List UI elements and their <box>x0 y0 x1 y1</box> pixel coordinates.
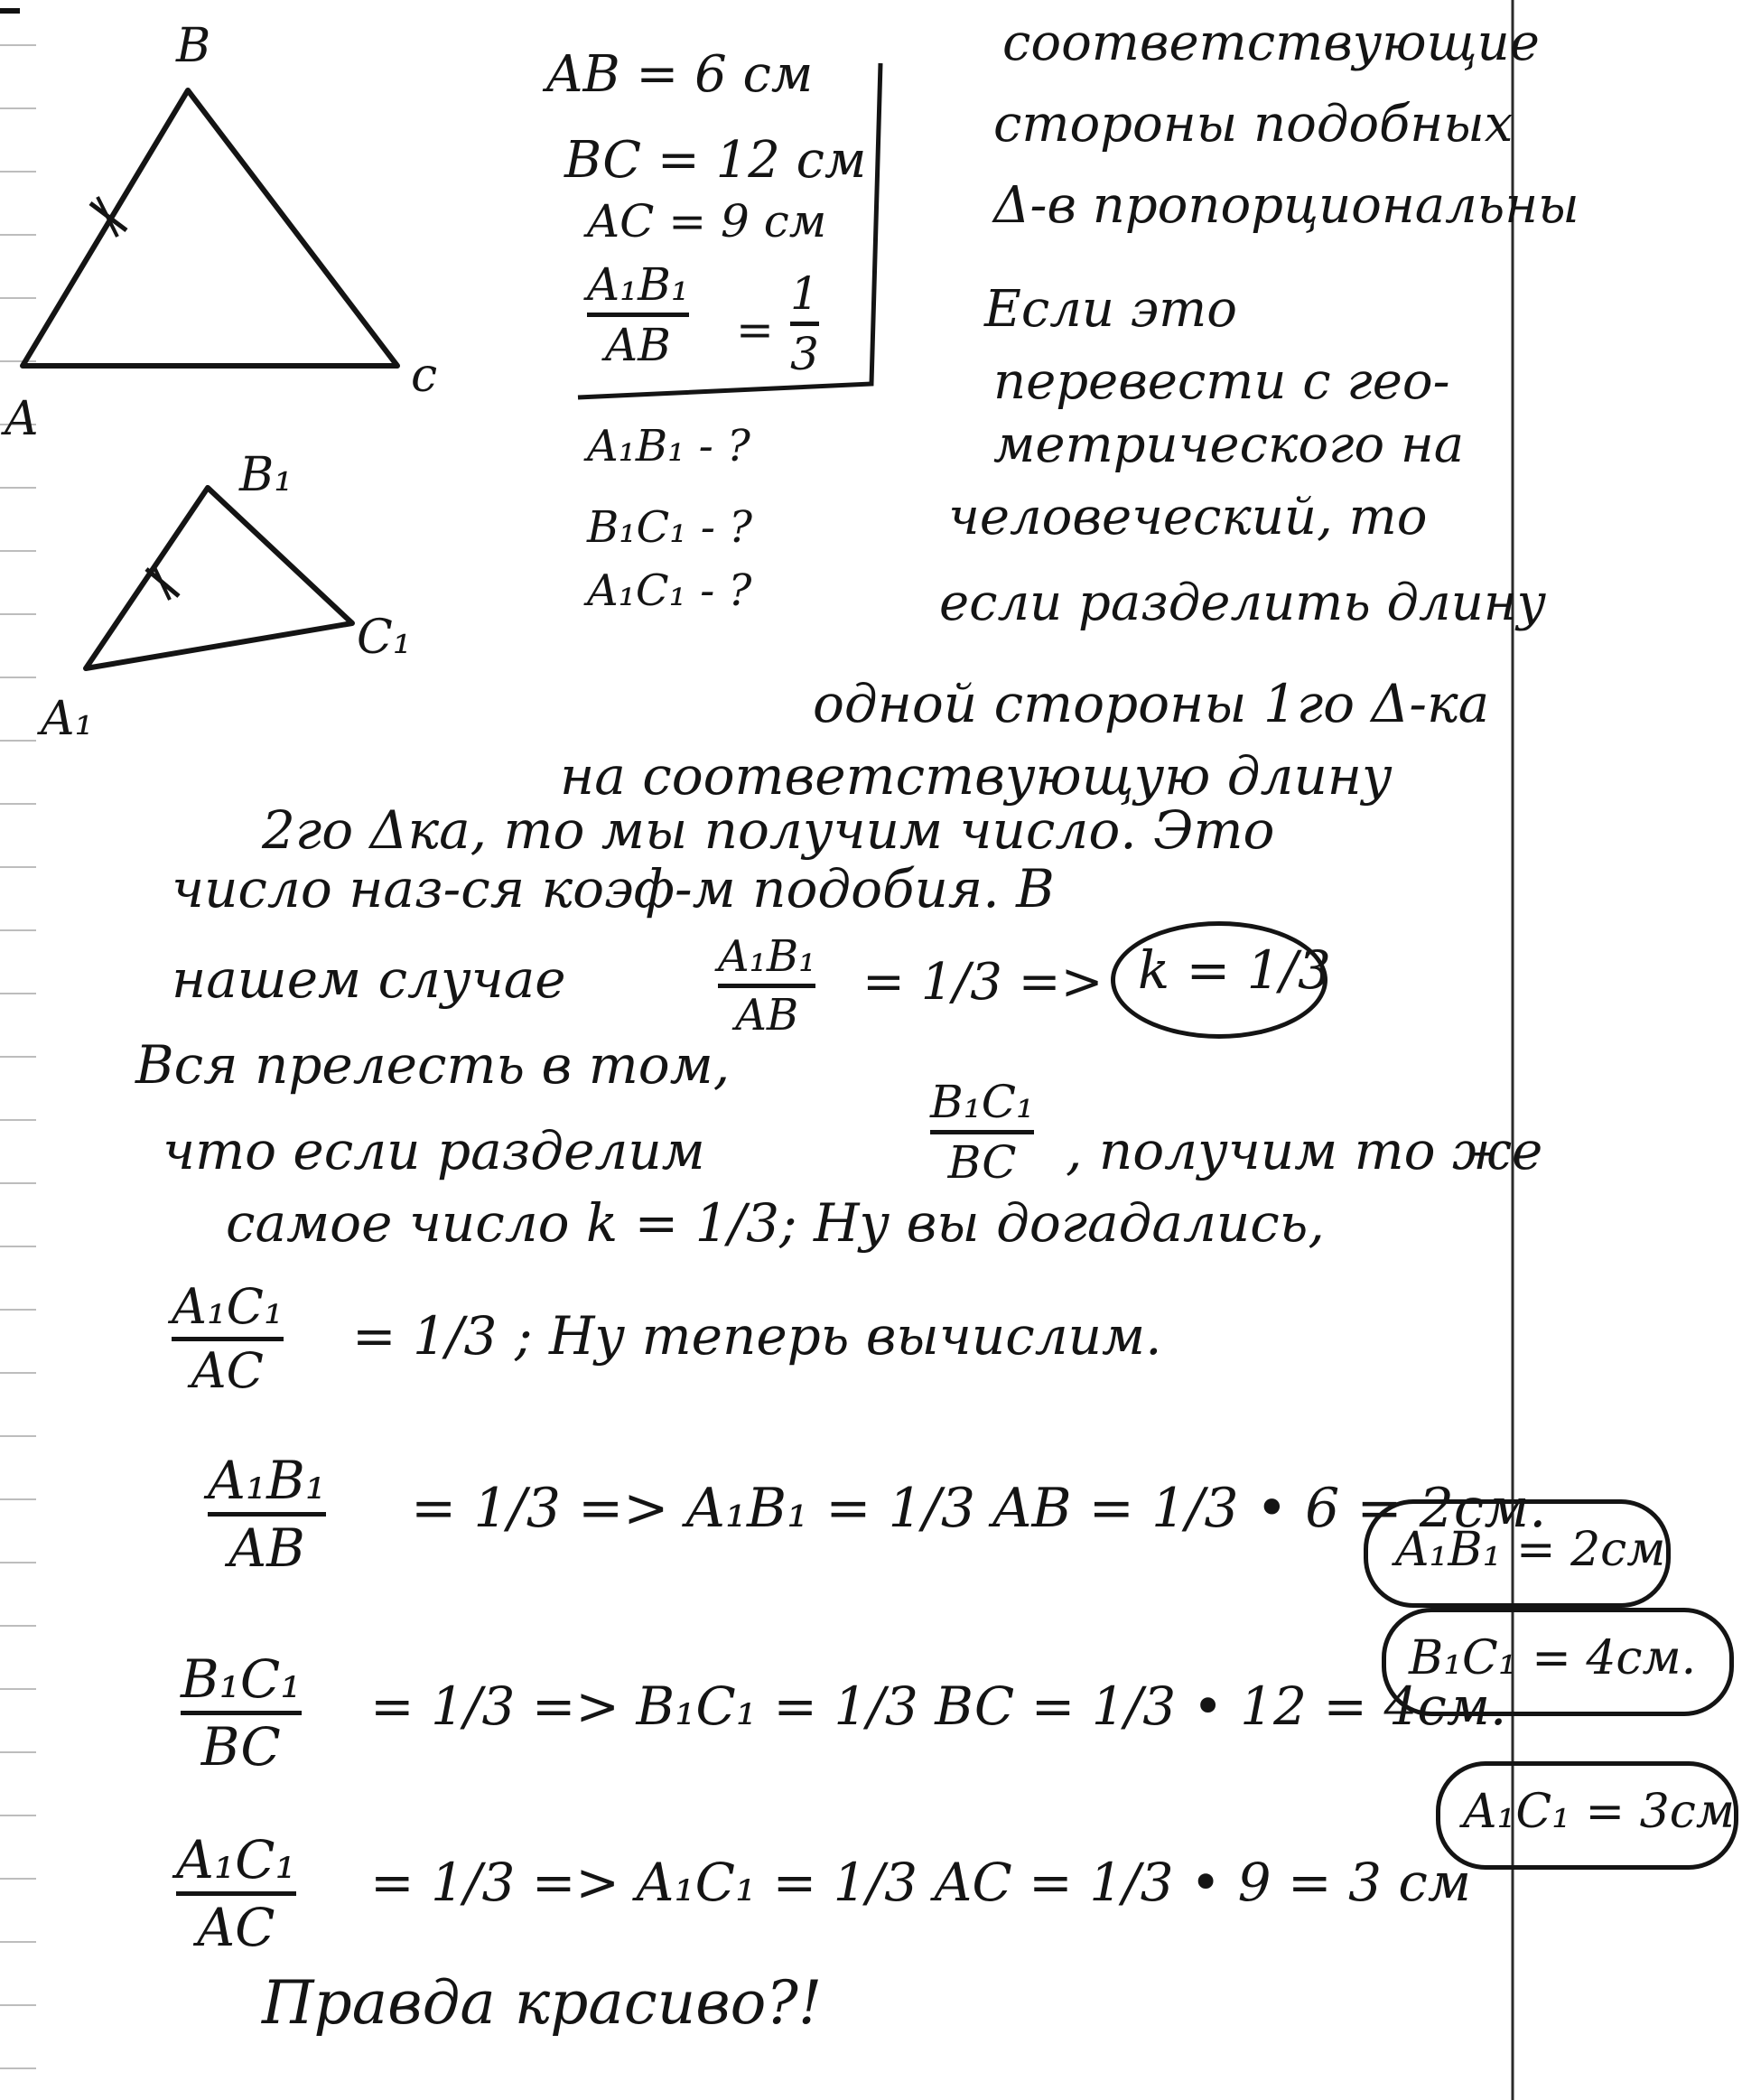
calc-3: = 1/3 => A₁C₁ = 1/3 AC = 1/3 • 9 = 3 см <box>370 1852 1471 1913</box>
given-ratio <box>587 258 689 371</box>
calc-3-fraction: A₁C₁ AC <box>176 1829 296 1958</box>
text-line-3: 2го Δка, то мы получим число. Это <box>262 799 1275 861</box>
answer-2: B₁C₁ = 4см. <box>1409 1631 1697 1685</box>
ac-fraction: A₁C₁ AC <box>172 1278 284 1399</box>
label-b: B <box>176 19 211 73</box>
triangle-a1b1c1 <box>86 488 352 668</box>
label-c1: C₁ <box>357 611 412 665</box>
text-line-1: одной стороны 1го Δ-ка <box>813 673 1490 734</box>
closing-text: Правда красиво?! <box>262 1968 823 2038</box>
given-ratio-value: 1 3 <box>790 267 819 380</box>
theory-line-2: стороны подобных <box>993 95 1514 154</box>
k-fraction: A₁B₁ AB <box>718 931 816 1041</box>
ac-fraction-value: = 1/3 <box>352 1305 498 1367</box>
label-c: c <box>411 349 438 403</box>
given-bc: BC = 12 см <box>564 131 867 190</box>
theory-line-3: Δ-в пропорциональны <box>993 176 1579 235</box>
text-line-6: Вся прелесть в том, <box>135 1034 731 1096</box>
given-ac: AC = 9 см <box>587 195 827 247</box>
theory-line-8: если разделить длину <box>939 574 1547 632</box>
text-line-8: , получим то же <box>1066 1120 1543 1181</box>
text-line-5: нашем случае <box>172 948 566 1010</box>
calc-1: = 1/3 => A₁B₁ = 1/3 AB = 1/3 • 6 = 2см. <box>411 1477 1547 1540</box>
given-ab: AB = 6 см <box>546 45 814 104</box>
bc-fraction: B₁C₁ BC <box>930 1076 1035 1189</box>
find-a1c1: A₁C₁ - ? <box>587 565 752 616</box>
find-b1c1: B₁C₁ - ? <box>587 502 752 553</box>
answer-1: A₁B₁ = 2см <box>1395 1523 1666 1577</box>
answer-3: A₁C₁ = 3см <box>1463 1785 1735 1839</box>
calc-1-fraction: A₁B₁ AB <box>208 1450 327 1579</box>
theory-line-1: соответствующие <box>1002 14 1540 72</box>
find-a1b1: A₁B₁ - ? <box>587 421 750 471</box>
theory-line-6: метрического на <box>993 415 1465 474</box>
theory-line-5: перевести с гео- <box>993 352 1450 411</box>
given-ratio-num: A₁B₁ <box>587 258 689 311</box>
calc-2: = 1/3 => B₁C₁ = 1/3 BC = 1/3 • 12 = 4см. <box>370 1675 1507 1737</box>
given-ratio-den: AB <box>605 319 671 371</box>
text-line-2: на соответствующую длину <box>560 745 1393 807</box>
label-b1: B₁ <box>239 448 293 502</box>
text-line-7: что если разделим <box>163 1120 705 1181</box>
calc-2-fraction: B₁C₁ BC <box>181 1648 302 1778</box>
text-line-9: самое число k = 1/3; Ну вы догадались, <box>226 1192 1325 1254</box>
theory-line-7: человеческий, то <box>948 488 1428 546</box>
theory-line-4: Если это <box>984 280 1237 339</box>
label-a: A <box>5 392 39 446</box>
label-a1: A₁ <box>41 692 94 746</box>
notebook-page: B A c B₁ A₁ C₁ AB = 6 см BC = 12 см AC = 9 см A₁B₁ AB = 1 3 A₁B₁ - ? B₁C₁ - ? A₁C₁ - ? соответствующие стороны подобных Δ-в пропорциональны Если это перевести с гео- метрического на человеческий, то если разделить длину одной стороны 1го Δ-ка на соответствующую длину 2го Δка, то мы получим число. Это число наз-ся коэф-м подобия. В нашем случае A₁B₁ AB = 1/3 => k = 1/3 Вся прелесть в том, что если разделим B₁C₁ BC , получим то же самое число k = 1/3; Ну вы догадались, A₁C₁ AC = 1/3 ; Ну теперь вычислим. A₁B₁ AB = 1/3 => A₁B₁ = 1/3 AB = 1/3 • 6 = 2см. B₁C₁ BC = 1/3 => B₁C₁ = 1/3 BC = 1/3 • 12 = 4см. A₁C₁ AC = 1/3 => A₁C₁ = 1/3 AC = 1/3 • 9 = 3 см A₁B₁ = 2см B₁C₁ = 4см. A₁C₁ = 3см Правда красиво?! <box>0 0 1742 2100</box>
text-line-4: число наз-ся коэф-м подобия. В <box>172 858 1055 919</box>
k-answer: k = 1/3 <box>1138 939 1331 1001</box>
triangle-abc <box>23 90 397 366</box>
text-line-10: ; Ну теперь вычислим. <box>515 1305 1162 1367</box>
